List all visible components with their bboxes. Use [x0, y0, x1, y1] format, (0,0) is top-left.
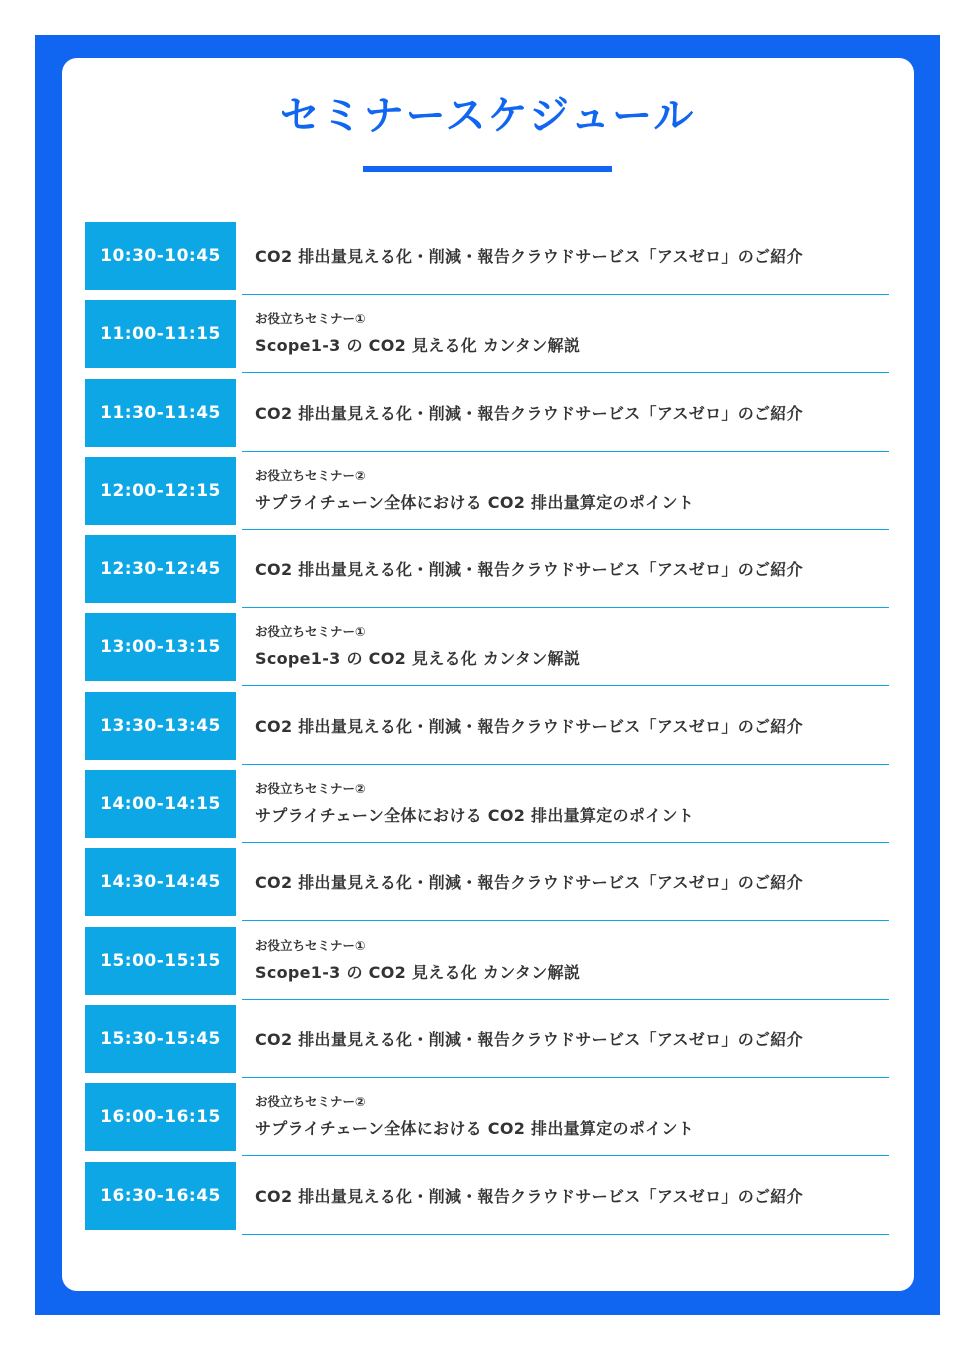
time-slot: 13:30-13:45 — [85, 692, 236, 760]
session-content — [242, 222, 889, 295]
session-title: CO2 排出量見える化・削減・報告クラウドサービス「アスゼロ」のご紹介 — [255, 403, 803, 423]
session-tag: お役立ちセミナー① — [255, 937, 366, 953]
time-slot: 16:00-16:15 — [85, 1083, 236, 1151]
session-content — [242, 848, 889, 921]
title-underline — [363, 166, 612, 172]
session-tag: お役立ちセミナー① — [255, 311, 366, 327]
time-slot: 13:00-13:15 — [85, 613, 236, 681]
schedule-row — [85, 927, 889, 995]
time-slot: 12:00-12:15 — [85, 457, 236, 525]
session-title: CO2 排出量見える化・削減・報告クラウドサービス「アスゼロ」のご紹介 — [255, 873, 803, 893]
time-slot: 11:00-11:15 — [85, 300, 236, 368]
session-title: サプライチェーン全体における CO2 排出量算定のポイント — [255, 492, 695, 512]
schedule-row — [85, 535, 889, 603]
schedule-row — [85, 222, 889, 290]
schedule-row — [85, 613, 889, 681]
session-title: CO2 排出量見える化・削減・報告クラウドサービス「アスゼロ」のご紹介 — [255, 1186, 803, 1206]
session-title: CO2 排出量見える化・削減・報告クラウドサービス「アスゼロ」のご紹介 — [255, 560, 803, 580]
schedule-row — [85, 1005, 889, 1073]
session-content — [242, 770, 889, 843]
schedule-row — [85, 300, 889, 368]
session-tag: お役立ちセミナー② — [255, 467, 366, 483]
session-content — [242, 1162, 889, 1235]
session-title: Scope1-3 の CO2 見える化 カンタン解説 — [255, 962, 581, 982]
time-slot: 15:30-15:45 — [85, 1005, 236, 1073]
session-title: サプライチェーン全体における CO2 排出量算定のポイント — [255, 806, 695, 826]
time-slot: 15:00-15:15 — [85, 927, 236, 995]
session-content — [242, 927, 889, 1000]
session-title: Scope1-3 の CO2 見える化 カンタン解説 — [255, 336, 581, 356]
time-slot: 16:30-16:45 — [85, 1162, 236, 1230]
schedule-row — [85, 1083, 889, 1151]
session-content — [242, 1083, 889, 1156]
time-slot: 11:30-11:45 — [85, 379, 236, 447]
session-title: サプライチェーン全体における CO2 排出量算定のポイント — [255, 1119, 695, 1139]
session-content — [242, 379, 889, 452]
schedule-row — [85, 692, 889, 760]
schedule-list — [85, 222, 889, 1240]
schedule-row — [85, 457, 889, 525]
session-tag: お役立ちセミナー② — [255, 781, 366, 797]
schedule-row — [85, 848, 889, 916]
session-content — [242, 1005, 889, 1078]
time-slot: 12:30-12:45 — [85, 535, 236, 603]
time-slot: 10:30-10:45 — [85, 222, 236, 290]
schedule-row — [85, 770, 889, 838]
session-title: Scope1-3 の CO2 見える化 カンタン解説 — [255, 649, 581, 669]
session-title: CO2 排出量見える化・削減・報告クラウドサービス「アスゼロ」のご紹介 — [255, 716, 803, 736]
session-tag: お役立ちセミナー② — [255, 1094, 366, 1110]
session-tag: お役立ちセミナー① — [255, 624, 366, 640]
time-slot: 14:00-14:15 — [85, 770, 236, 838]
session-content — [242, 692, 889, 765]
session-title: CO2 排出量見える化・削減・報告クラウドサービス「アスゼロ」のご紹介 — [255, 247, 803, 266]
session-content — [242, 613, 889, 686]
schedule-row — [85, 379, 889, 447]
time-slot: 14:30-14:45 — [85, 848, 236, 916]
page-title: セミナースケジュール — [279, 93, 696, 139]
schedule-row — [85, 1162, 889, 1230]
session-content — [242, 300, 889, 373]
session-content — [242, 535, 889, 608]
session-content — [242, 457, 889, 530]
session-title: CO2 排出量見える化・削減・報告クラウドサービス「アスゼロ」のご紹介 — [255, 1029, 803, 1049]
